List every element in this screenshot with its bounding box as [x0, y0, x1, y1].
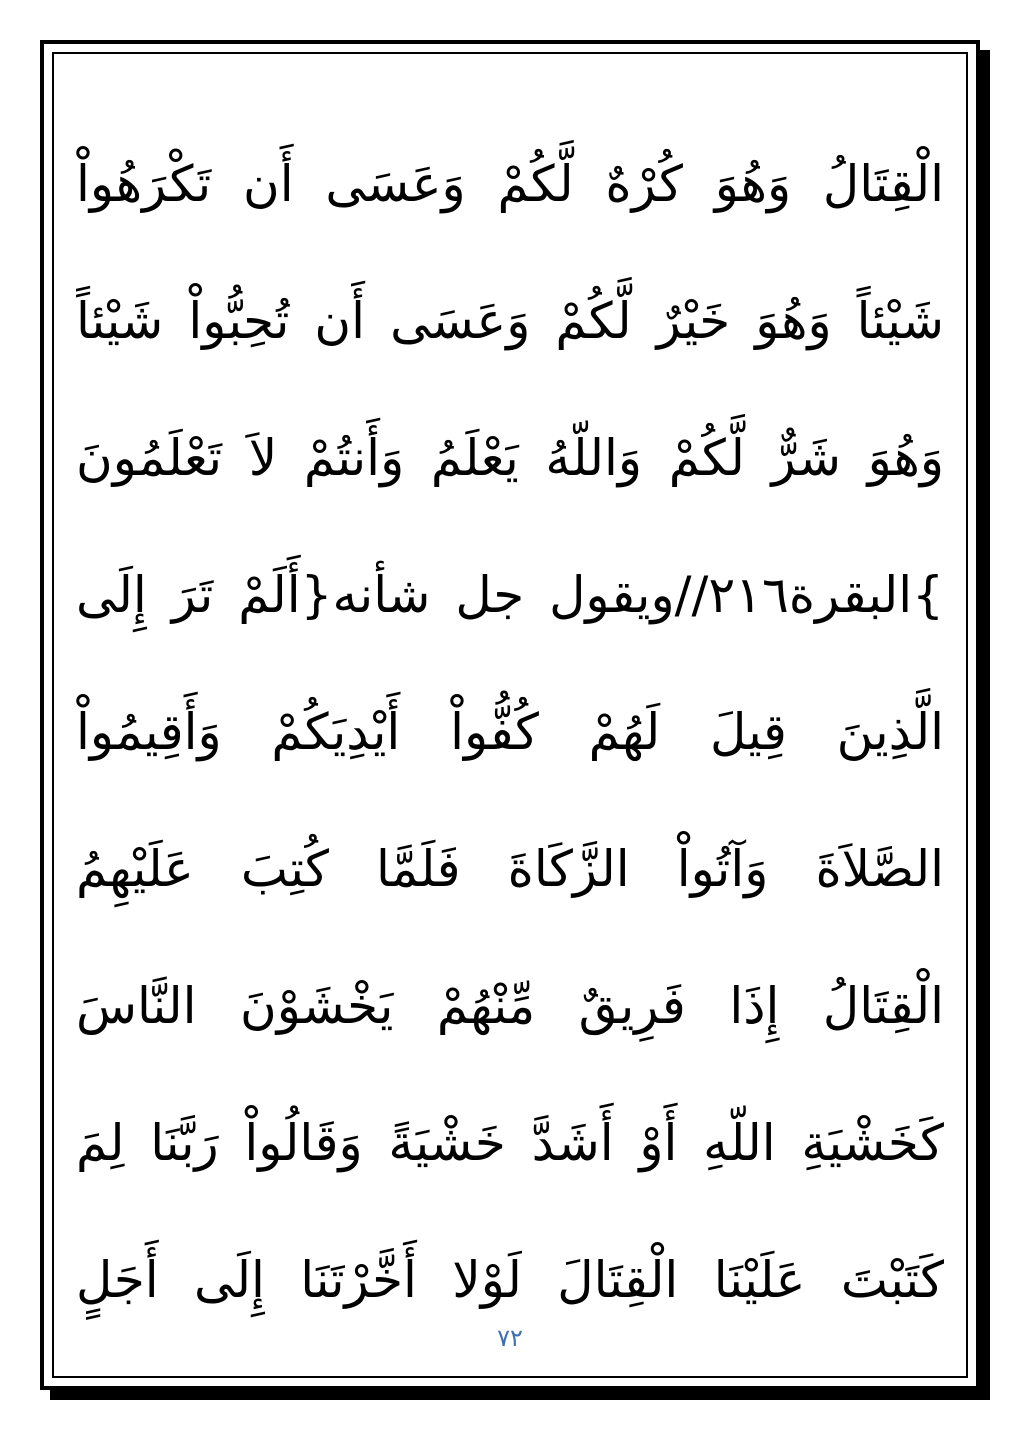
text-line-3: وَهُوَ شَرٌّ لَّكُمْ وَاللّهُ يَعْلَمُ وَأَنتُمْ لاَ تَعْلَمُونَ: [76, 429, 944, 487]
page-frame: [40, 40, 980, 1390]
text-line-1: الْقِتَالُ وَهُوَ كُرْهٌ لَّكُمْ وَعَسَى أَن تَكْرَهُواْ: [76, 155, 944, 213]
text-line-9: كَتَبْتَ عَلَيْنَا الْقِتَالَ لَوْلا أَخَّرْتَنَا إِلَى أَجَلٍ: [76, 1251, 944, 1309]
text-line-8: كَخَشْيَةِ اللّهِ أَوْ أَشَدَّ خَشْيَةً وَقَالُواْ رَبَّنَا لِمَ: [76, 1114, 944, 1172]
text-line-2: شَيْئاً وَهُوَ خَيْرٌ لَّكُمْ وَعَسَى أَن تُحِبُّواْ شَيْئاً: [76, 292, 944, 350]
text-line-4: }البقرة٢١٦//ويقول جل شأنه{أَلَمْ تَرَ إِلَى: [76, 566, 944, 624]
page-number: ٧٢: [497, 1324, 523, 1352]
arabic-text-block: [76, 116, 944, 1349]
text-line-5: الَّذِينَ قِيلَ لَهُمْ كُفُّواْ أَيْدِيَكُمْ وَأَقِيمُواْ: [76, 703, 944, 761]
page-frame-inner: [52, 52, 968, 1378]
text-line-6: الصَّلاَةَ وَآتُواْ الزَّكَاةَ فَلَمَّا كُتِبَ عَلَيْهِمُ: [76, 840, 944, 898]
text-line-7: الْقِتَالُ إِذَا فَرِيقٌ مِّنْهُمْ يَخْشَوْنَ النَّاسَ: [76, 977, 944, 1035]
